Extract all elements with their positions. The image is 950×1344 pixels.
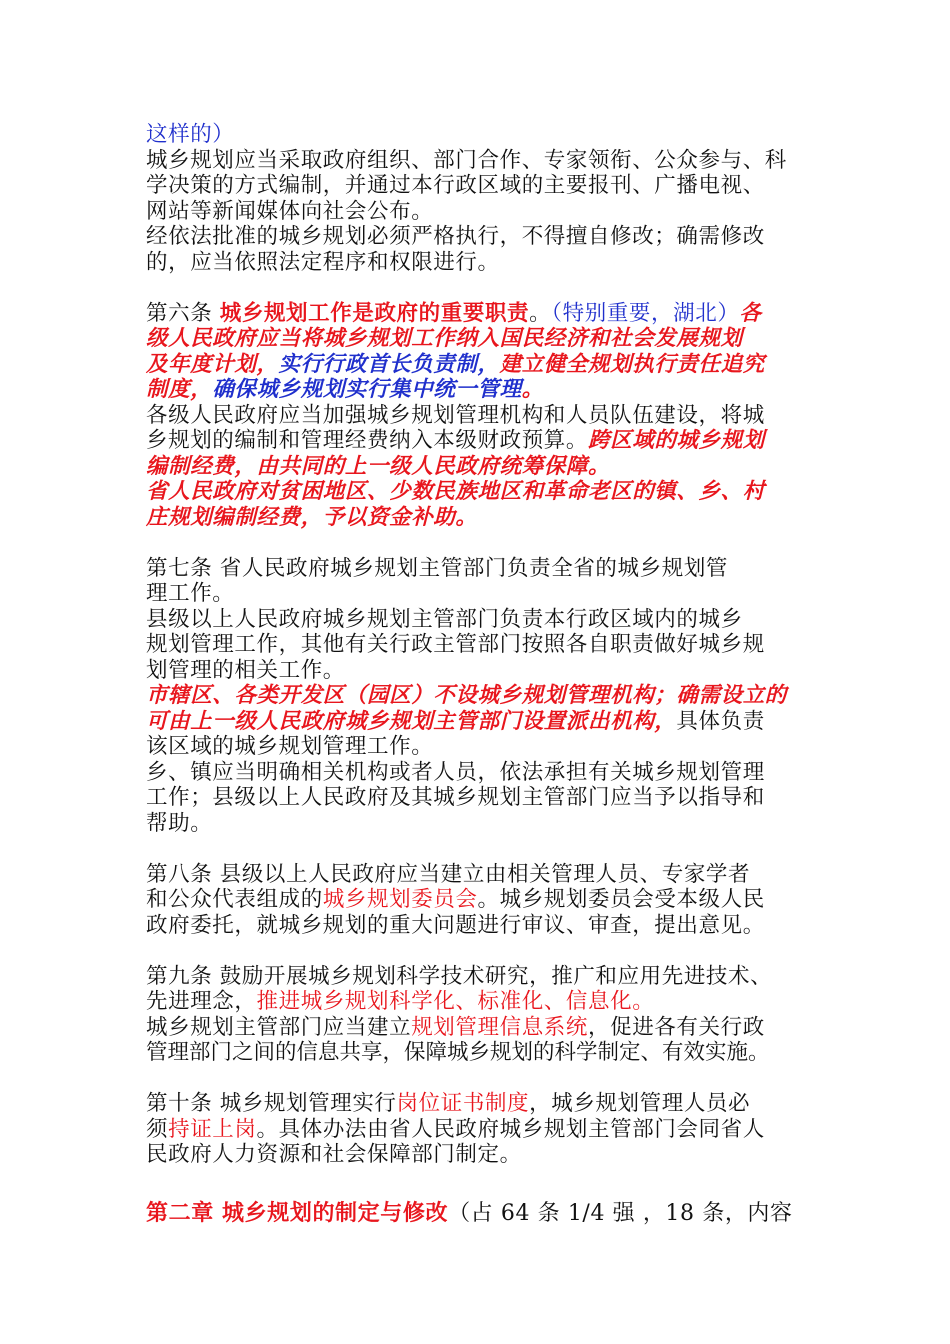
text-span: 。具体办法由省人民政府城乡规划主管部门会同省人 — [256, 1116, 765, 1142]
highlight-text: 各 — [739, 300, 762, 326]
annotation-note: （特别重要，湖北） — [551, 300, 740, 326]
highlight-text: 实行行政首长负责制， — [278, 351, 500, 377]
highlight-text: 持证上岗 — [168, 1116, 257, 1142]
article-8 — [146, 862, 818, 939]
text-span: 具体负责 — [676, 708, 765, 734]
text-span: 先进理念， — [146, 989, 257, 1014]
text-line: 网站等新闻媒体向社会公布。 — [146, 198, 434, 224]
text-line: 民政府人力资源和社会保障部门制定。 — [146, 1142, 522, 1167]
intro-paragraph-1 — [146, 148, 818, 225]
document-page — [146, 122, 818, 1227]
chapter-title: 第二章 城乡规划的制定与修改 — [146, 1200, 449, 1226]
intro-paragraph-2 — [146, 224, 818, 275]
highlight-line: 级人民政府应当将城乡规划工作纳入国民经济和社会发展规划 — [146, 326, 743, 351]
highlight-line: 庄规划编制经费，予以资金补助。 — [146, 504, 478, 530]
text-line: 第八条 县级以上人民政府应当建立由相关管理人员、专家学者 — [146, 861, 751, 887]
punctuation: 。 — [529, 300, 552, 326]
highlight-text: 制度， — [146, 377, 213, 402]
chapter-heading — [146, 1201, 818, 1227]
punctuation: 。 — [632, 989, 655, 1014]
highlight-text: 及年度计划， — [146, 351, 279, 377]
text-line: 的，应当依照法定程序和权限进行。 — [146, 249, 500, 275]
article-9 — [146, 964, 818, 1066]
article-10 — [146, 1091, 818, 1168]
text-line: 政府委托，就城乡规划的重大问题进行审议、审查，提出意见。 — [146, 912, 765, 938]
highlight-text: 跨区域的城乡规划 — [588, 428, 765, 453]
text-span: 和公众代表组成的 — [146, 887, 323, 912]
text-span: ，城乡规划管理人员必 — [529, 1091, 751, 1116]
text-line: 管理部门之间的信息共享，保障城乡规划的科学制定、有效实施。 — [146, 1040, 770, 1065]
punctuation: 。 — [521, 377, 544, 402]
highlight-text: 确保城乡规划实行集中统一管理 — [212, 377, 522, 402]
chapter-note: （占 64 条 1/4 强 ，18 条，内容 — [448, 1201, 793, 1226]
text-line: 城乡规划应当采取政府组织、部门合作、专家领衔、公众参与、科 — [146, 147, 787, 173]
text-line: 该区域的城乡规划管理工作。 — [146, 734, 434, 759]
highlight-line: 编制经费，由共同的上一级人民政府统筹保障。 — [146, 453, 611, 479]
text-line: 各级人民政府应当加强城乡规划管理机构和人员队伍建设，将城 — [146, 402, 765, 428]
text-line: 县级以上人民政府城乡规划主管部门负责本行政区域内的城乡 — [146, 606, 743, 632]
text-span: 须 — [146, 1116, 169, 1142]
text-line: 帮助。 — [146, 810, 213, 836]
article-7 — [146, 556, 818, 837]
text-line: 学决策的方式编制，并通过本行政区域的主要报刊、广播电视、 — [146, 173, 765, 198]
highlight-text: 城乡规划委员会 — [322, 887, 478, 912]
highlight-line: 省人民政府对贫困地区、少数民族地区和革命老区的镇、乡、村 — [146, 479, 765, 504]
article-number: 第六条 — [146, 300, 220, 326]
highlight-text: 推进城乡规划科学化、标准化、信息化 — [256, 989, 633, 1014]
text-line: 工作；县级以上人民政府及其城乡规划主管部门应当予以指导和 — [146, 785, 765, 810]
text-line: 经依法批准的城乡规划必须严格执行，不得擅自修改；确需修改 — [146, 224, 765, 249]
text-span: 城乡规划主管部门应当建立 — [146, 1014, 412, 1040]
highlight-text: 建立健全规划执行责任追究 — [499, 351, 765, 377]
text-span: 乡规划的编制和管理经费纳入本级财政预算。 — [146, 428, 589, 453]
text-line: 第九条 鼓励开展城乡规划科学技术研究，推广和应用先进技术、 — [146, 963, 773, 989]
intro-continuation: 这样的） — [146, 122, 235, 147]
text-line: 理工作。 — [146, 581, 235, 606]
text-line: 第七条 省人民政府城乡规划主管部门负责全省的城乡规划管 — [146, 555, 729, 581]
text-span: 。城乡规划委员会受本级人民 — [477, 887, 765, 912]
text-line: 乡、镇应当明确相关机构或者人员，依法承担有关城乡规划管理 — [146, 759, 765, 785]
highlight-text: 规划管理信息系统 — [411, 1014, 589, 1040]
highlight-text: 城乡规划工作是政府的重要职责 — [219, 300, 530, 326]
highlight-text: 岗位证书制度 — [396, 1091, 530, 1116]
highlight-text: 可由上一级人民政府城乡规划主管部门设置派出机构， — [146, 708, 677, 734]
highlight-line: 市辖区、各类开发区（园区）不设城乡规划管理机构；确需设立的 — [146, 683, 787, 708]
text-span: 第十条 城乡规划管理实行 — [146, 1091, 397, 1116]
article-6 — [146, 301, 818, 531]
text-line: 划管理的相关工作。 — [146, 657, 345, 683]
text-line: 规划管理工作，其他有关行政主管部门按照各自职责做好城乡规 — [146, 632, 765, 657]
text-span: ，促进各有关行政 — [588, 1014, 765, 1040]
